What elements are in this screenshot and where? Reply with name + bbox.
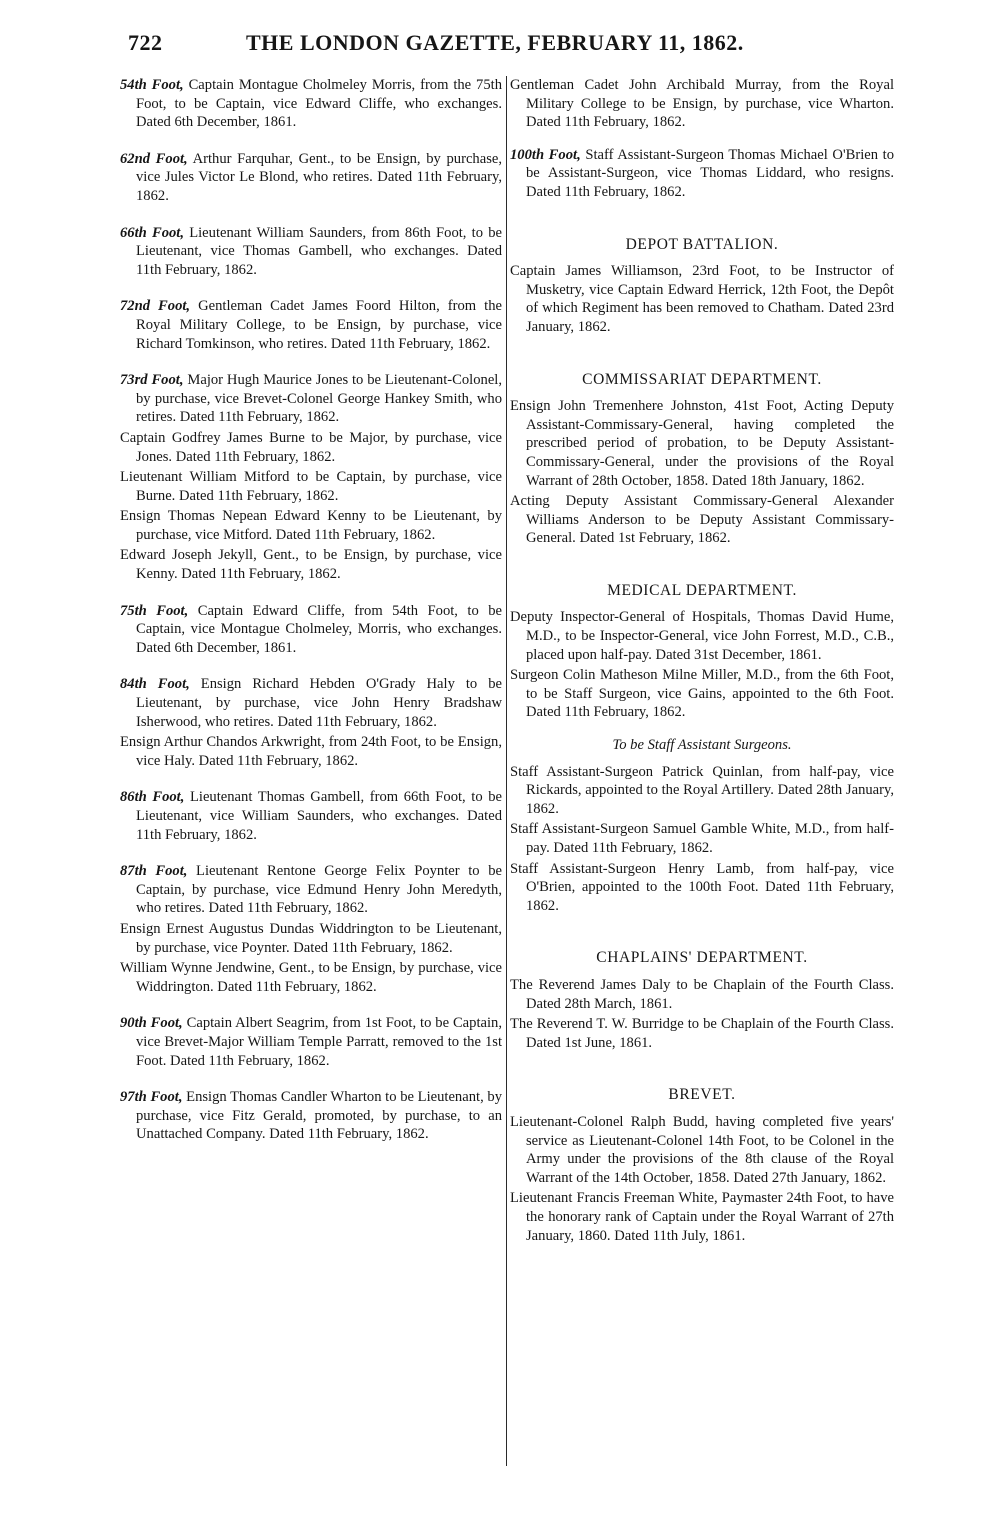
entry-text: Lieutenant Rentone George Felix Poynter to be Captain, by purchase, vice Edmund Henry John Meredyth, who retires. Dated 11th February, 1862. bbox=[136, 863, 502, 917]
section-heading: CHAPLAINS' DEPARTMENT. bbox=[596, 949, 808, 967]
section-heading: DEPOT BATTALION. bbox=[625, 235, 779, 253]
entry-text: The Reverend James Daly to be Chaplain of the Fourth Class. Dated 28th March, 1861. bbox=[510, 976, 894, 1012]
entry-text: Edward Joseph Jekyll, Gent., to be Ensign, by purchase, vice Kenny. Dated 11th February, 1862. bbox=[120, 547, 502, 583]
gazette-entry bbox=[120, 371, 502, 427]
section-heading: MEDICAL DEPARTMENT. bbox=[607, 581, 797, 599]
entry-text: Captain Godfrey James Burne to be Major, by purchase, vice Jones. Dated 11th February, 1862. bbox=[120, 429, 502, 465]
entry-text: Staff Assistant-Surgeon Samuel Gamble White, M.D., from half-pay. Dated 11th February, 1862. bbox=[510, 821, 894, 856]
regiment-label: 86th Foot, bbox=[120, 789, 185, 806]
gazette-entry bbox=[120, 675, 502, 731]
section-heading: BREVET. bbox=[668, 1086, 736, 1104]
gazette-entry bbox=[120, 862, 502, 918]
gazette-entry bbox=[120, 429, 502, 466]
page-number: 722 bbox=[128, 30, 163, 55]
gazette-entry bbox=[510, 76, 894, 132]
gazette-entry bbox=[120, 788, 502, 844]
regiment-label: 62nd Foot, bbox=[120, 150, 188, 167]
entry-text: Lieutenant William Mitford to be Captain, by purchase, vice Burne. Dated 11th February, 1862. bbox=[120, 469, 502, 504]
regiment-label: 87th Foot, bbox=[120, 863, 188, 880]
gazette-entry bbox=[510, 820, 894, 857]
gazette-entry bbox=[510, 976, 894, 1013]
entry-text: Lieutenant Thomas Gambell, from 66th Foot, to be Lieutenant, vice William Saunders, who exchanges. Dated 11th February, 1862. bbox=[136, 789, 502, 843]
entry-text: Staff Assistant-Surgeon Henry Lamb, from half-pay, vice O'Brien, appointed to the 100th Foot. Dated 11th February, 1862. bbox=[510, 860, 894, 914]
gazette-entry bbox=[120, 76, 502, 132]
gazette-entry bbox=[120, 959, 502, 996]
entry-text: Arthur Farquhar, Gent., to be Ensign, by purchase, vice Jules Victor Le Blond, who retires. Dated 11th February, 1862. bbox=[136, 150, 503, 204]
entry-text: The Reverend T. W. Burridge to be Chaplain of the Fourth Class. Dated 1st June, 1861. bbox=[510, 1016, 894, 1051]
entry-text: Captain Albert Seagrim, from 1st Foot, to be Captain, vice Brevet-Major William Temple Parratt, removed to the 1st Foot. Dated 11th February, 1862. bbox=[136, 1015, 502, 1069]
entry-text: William Wynne Jendwine, Gent., to be Ensign, by purchase, vice Widdrington. Dated 11th February, 1862. bbox=[120, 960, 502, 995]
entry-text: Gentleman Cadet John Archibald Murray, from the Royal Military College to be Ensign, by purchase, vice Wharton. Dated 11th February, 1862. bbox=[510, 77, 894, 131]
gazette-entry bbox=[510, 262, 894, 336]
entry-text: Ensign John Tremenhere Johnston, 41st Foot, Acting Deputy Assistant-Commissary-General, having completed the prescribed period of probation, to be Deputy Assistant-Commissary-General, under the provisions of the Royal Warrant of 28th October, 1858. Dated 18th January, 1862. bbox=[510, 398, 894, 489]
regiment-label: 72nd Foot, bbox=[120, 298, 191, 315]
entry-text: Surgeon Colin Matheson Milne Miller, M.D., from the 6th Foot, to be Staff Surgeon, vice Gains, appointed to the 6th Foot. Dated 11th February, 1862. bbox=[510, 667, 894, 721]
entry-text: Lieutenant Francis Freeman White, Paymaster 24th Foot, to have the honorary rank of Captain under the Royal Warrant of 27th January, 1860. Dated 11th July, 1861. bbox=[510, 1190, 894, 1244]
gazette-entry bbox=[120, 920, 502, 957]
regiment-label: 90th Foot, bbox=[120, 1015, 183, 1032]
entry-text: Acting Deputy Assistant Commissary-General Alexander Williams Anderson to be Deputy Assistant Commissary-General. Dated 1st February, 1862. bbox=[510, 493, 894, 547]
entry-text: Ensign Thomas Candler Wharton to be Lieutenant, by purchase, vice Fitz Gerald, promoted, by purchase, to an Unattached Company. Dated 11th February, 1862. bbox=[136, 1089, 502, 1143]
right-column bbox=[510, 76, 894, 1245]
gazette-entry bbox=[120, 150, 502, 206]
gazette-entry bbox=[510, 666, 894, 722]
gazette-entry bbox=[120, 224, 502, 280]
entry-text: Staff Assistant-Surgeon Thomas Michael O'Brien to be Assistant-Surgeon, vice Thomas Liddard, who resigns. Dated 11th February, 1862. bbox=[526, 146, 894, 200]
gazette-entry bbox=[510, 1189, 894, 1245]
entry-text: Gentleman Cadet James Foord Hilton, from the Royal Military College, to be Ensign, by purchase, vice Richard Tomkinson, who retires. Dated 11th February, 1862. bbox=[136, 298, 503, 352]
column-divider bbox=[506, 76, 507, 1466]
gazette-entry bbox=[120, 468, 502, 505]
page-header bbox=[128, 30, 788, 70]
gazette-entry bbox=[510, 608, 894, 664]
page-title: THE LONDON GAZETTE, FEBRUARY 11, 1862. bbox=[246, 30, 744, 55]
regiment-label: 84th Foot, bbox=[120, 676, 190, 693]
regiment-label: 73rd Foot, bbox=[120, 372, 184, 389]
gazette-entry bbox=[510, 397, 894, 490]
gazette-entry bbox=[510, 146, 894, 202]
entry-text: Ensign Richard Hebden O'Grady Haly to be Lieutenant, by purchase, vice John Henry Bradshaw Isherwood, who retires. Dated 11th February, 1862. bbox=[136, 676, 502, 730]
regiment-label: 75th Foot, bbox=[120, 602, 189, 619]
gazette-entry bbox=[510, 1015, 894, 1052]
gazette-entry bbox=[120, 507, 502, 544]
regiment-label: 100th Foot, bbox=[510, 146, 581, 163]
entry-text: Ensign Ernest Augustus Dundas Widdrington to be Lieutenant, by purchase, vice Poynter. Dated 11th February, 1862. bbox=[120, 920, 502, 956]
entry-text: Captain Edward Cliffe, from 54th Foot, to be Captain, vice Montague Cholmeley, Morris, who exchanges. Dated 6th December, 1861. bbox=[136, 602, 502, 656]
gazette-entry bbox=[510, 1113, 894, 1187]
regiment-label: 54th Foot, bbox=[120, 77, 184, 93]
entry-text: Staff Assistant-Surgeon Patrick Quinlan, from half-pay, vice Rickards, appointed to the Royal Artillery. Dated 28th January, 1862. bbox=[510, 763, 894, 817]
section-heading: COMMISSARIAT DEPARTMENT. bbox=[582, 370, 822, 388]
gazette-entry bbox=[120, 733, 502, 770]
gazette-entry bbox=[120, 546, 502, 583]
gazette-entry bbox=[120, 602, 502, 658]
gazette-entry bbox=[120, 1014, 502, 1070]
left-column bbox=[120, 76, 502, 1144]
entry-text: Deputy Inspector-General of Hospitals, Thomas David Hume, M.D., to be Inspector-General, vice John Forrest, M.D., C.B., placed upon half-pay. Dated 31st December, 1861. bbox=[510, 609, 894, 663]
entry-text: Captain Montague Cholmeley Morris, from the 75th Foot, to be Captain, vice Edward Cliffe, who exchanges. Dated 6th December, 1861. bbox=[136, 77, 502, 131]
entry-text: Ensign Thomas Nepean Edward Kenny to be Lieutenant, by purchase, vice Mitford. Dated 11th February, 1862. bbox=[120, 508, 502, 543]
entry-text: Captain James Williamson, 23rd Foot, to be Instructor of Musketry, vice Captain Edward Herrick, 12th Foot, the Depôt of which Regiment has been removed to Chatham. Dated 23rd January, 1862. bbox=[510, 263, 894, 335]
entry-text: Major Hugh Maurice Jones to be Lieutenant-Colonel, by purchase, vice Brevet-Colonel George Hankey Smith, who retires. Dated 11th February, 1862. bbox=[136, 372, 502, 426]
entry-text: Ensign Arthur Chandos Arkwright, from 24th Foot, to be Ensign, vice Haly. Dated 11th February, 1862. bbox=[120, 734, 502, 769]
gazette-entry bbox=[120, 1088, 502, 1144]
gazette-entry bbox=[120, 297, 502, 353]
subsection-heading: To be Staff Assistant Surgeons. bbox=[612, 737, 792, 754]
gazette-entry bbox=[510, 763, 894, 819]
entry-text: Lieutenant William Saunders, from 86th Foot, to be Lieutenant, vice Thomas Gambell, who exchanges. Dated 11th February, 1862. bbox=[136, 224, 502, 278]
gazette-entry bbox=[510, 492, 894, 548]
regiment-label: 97th Foot, bbox=[120, 1089, 183, 1106]
gazette-entry bbox=[510, 860, 894, 916]
entry-text: Lieutenant-Colonel Ralph Budd, having completed five years' service as Lieutenant-Colonel 14th Foot, to be Colonel in the Army under the provisions of the 8th clause of the Royal Warrant of the 14th October, 1858. Dated 27th January, 1862. bbox=[510, 1113, 894, 1186]
regiment-label: 66th Foot, bbox=[120, 224, 184, 241]
